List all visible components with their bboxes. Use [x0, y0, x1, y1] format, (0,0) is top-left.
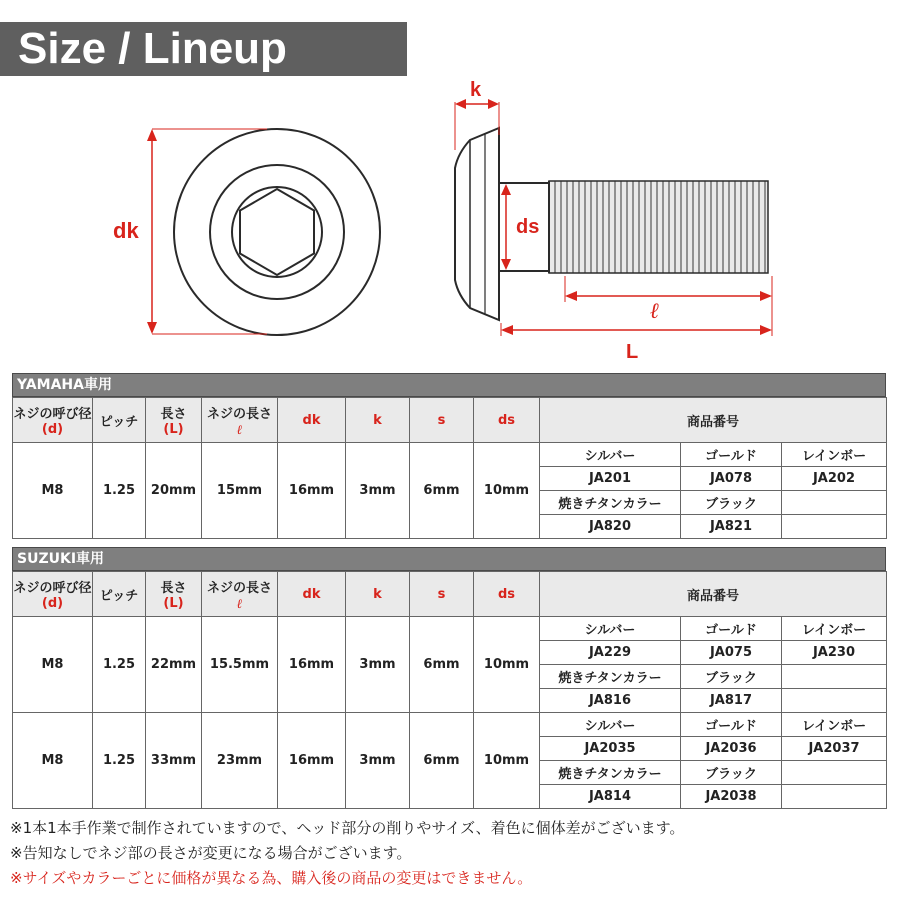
thread-length-label: ℓ	[650, 298, 660, 324]
k-label: k	[470, 79, 482, 101]
empty-cell	[782, 491, 887, 515]
product-code: JA817	[681, 689, 782, 713]
cell-k: 3mm	[346, 713, 410, 809]
bolt-diagram	[0, 70, 900, 370]
dk-label: dk	[113, 218, 139, 243]
cell-ds: 10mm	[474, 617, 540, 713]
product-code: JA814	[540, 785, 681, 809]
note-no-exchange: ※サイズやカラーごとに価格が異なる為、購入後の商品の変更はできません。	[10, 869, 533, 887]
color-silver-label: シルバー	[540, 443, 681, 467]
empty-cell	[782, 665, 887, 689]
color-gold-label: ゴールド	[681, 443, 782, 467]
header-s: s	[410, 572, 474, 617]
cell-length: 20mm	[146, 443, 202, 539]
product-code: JA202	[782, 467, 887, 491]
product-code: JA821	[681, 515, 782, 539]
table-row	[13, 617, 887, 641]
yamaha-section-title: YAMAHA車用	[12, 373, 886, 397]
header-product-number: 商品番号	[540, 572, 887, 617]
cell-pitch: 1.25	[93, 443, 146, 539]
header-product-number: 商品番号	[540, 398, 887, 443]
color-gold-label: ゴールド	[681, 713, 782, 737]
product-code: JA816	[540, 689, 681, 713]
color-burnt-titanium-label: 焼きチタンカラー	[540, 761, 681, 785]
header-diameter: ネジの呼び径 (d)	[13, 572, 93, 617]
header-length: 長さ (L)	[146, 572, 202, 617]
cell-thread-length: 23mm	[202, 713, 278, 809]
color-silver-label: シルバー	[540, 617, 681, 641]
header-dk: dk	[278, 398, 346, 443]
header-ds: ds	[474, 398, 540, 443]
color-burnt-titanium-label: 焼きチタンカラー	[540, 665, 681, 689]
cell-ds: 10mm	[474, 713, 540, 809]
empty-cell	[782, 689, 887, 713]
color-rainbow-label: レインボー	[782, 617, 887, 641]
note-handmade: ※1本1本手作業で制作されていますので、ヘッド部分の削りやサイズ、着色に個体差がございます。	[10, 819, 685, 837]
table-header-row	[13, 572, 887, 617]
color-black-label: ブラック	[681, 761, 782, 785]
empty-cell	[782, 785, 887, 809]
color-rainbow-label: レインボー	[782, 713, 887, 737]
table-row	[13, 443, 887, 467]
suzuki-section	[12, 547, 886, 809]
ds-label: ds	[516, 216, 540, 238]
bolt-front-view	[174, 129, 380, 335]
yamaha-table	[12, 397, 887, 539]
table-header-row	[13, 398, 887, 443]
cell-k: 3mm	[346, 617, 410, 713]
product-code: JA2036	[681, 737, 782, 761]
cell-ds: 10mm	[474, 443, 540, 539]
header-k: k	[346, 572, 410, 617]
header-dk: dk	[278, 572, 346, 617]
product-code: JA075	[681, 641, 782, 665]
header-diameter: ネジの呼び径 (d)	[13, 398, 93, 443]
bolt-side-view	[455, 128, 768, 320]
header-length: 長さ (L)	[146, 398, 202, 443]
page-title: Size / Lineup	[18, 24, 287, 73]
cell-s: 6mm	[410, 713, 474, 809]
cell-diameter: M8	[13, 443, 93, 539]
header-pitch: ピッチ	[93, 398, 146, 443]
cell-dk: 16mm	[278, 617, 346, 713]
cell-dk: 16mm	[278, 443, 346, 539]
suzuki-section-title: SUZUKI車用	[12, 547, 886, 571]
color-gold-label: ゴールド	[681, 617, 782, 641]
color-black-label: ブラック	[681, 491, 782, 515]
product-code: JA229	[540, 641, 681, 665]
cell-thread-length: 15.5mm	[202, 617, 278, 713]
yamaha-section	[12, 373, 886, 539]
color-black-label: ブラック	[681, 665, 782, 689]
cell-length: 33mm	[146, 713, 202, 809]
header-thread-length: ネジの長さ ℓ	[202, 572, 278, 617]
cell-s: 6mm	[410, 443, 474, 539]
color-burnt-titanium-label: 焼きチタンカラー	[540, 491, 681, 515]
product-code: JA2038	[681, 785, 782, 809]
product-code: JA2037	[782, 737, 887, 761]
table-row	[13, 713, 887, 737]
product-code: JA820	[540, 515, 681, 539]
suzuki-table	[12, 571, 887, 809]
notes	[10, 816, 684, 891]
header-pitch: ピッチ	[93, 572, 146, 617]
cell-pitch: 1.25	[93, 713, 146, 809]
thread-length-dimension	[565, 276, 772, 336]
header-s: s	[410, 398, 474, 443]
empty-cell	[782, 515, 887, 539]
cell-dk: 16mm	[278, 713, 346, 809]
color-silver-label: シルバー	[540, 713, 681, 737]
color-rainbow-label: レインボー	[782, 443, 887, 467]
header-k: k	[346, 398, 410, 443]
product-code: JA230	[782, 641, 887, 665]
header-thread-length: ネジの長さ ℓ	[202, 398, 278, 443]
cell-diameter: M8	[13, 617, 93, 713]
cell-diameter: M8	[13, 713, 93, 809]
empty-cell	[782, 761, 887, 785]
product-code: JA2035	[540, 737, 681, 761]
cell-pitch: 1.25	[93, 617, 146, 713]
header-ds: ds	[474, 572, 540, 617]
cell-k: 3mm	[346, 443, 410, 539]
note-length-change: ※告知なしでネジ部の長さが変更になる場合がございます。	[10, 844, 412, 862]
length-dimension	[501, 323, 772, 336]
cell-length: 22mm	[146, 617, 202, 713]
cell-thread-length: 15mm	[202, 443, 278, 539]
product-code: JA201	[540, 467, 681, 491]
product-code: JA078	[681, 467, 782, 491]
cell-s: 6mm	[410, 617, 474, 713]
length-label: L	[626, 341, 639, 363]
